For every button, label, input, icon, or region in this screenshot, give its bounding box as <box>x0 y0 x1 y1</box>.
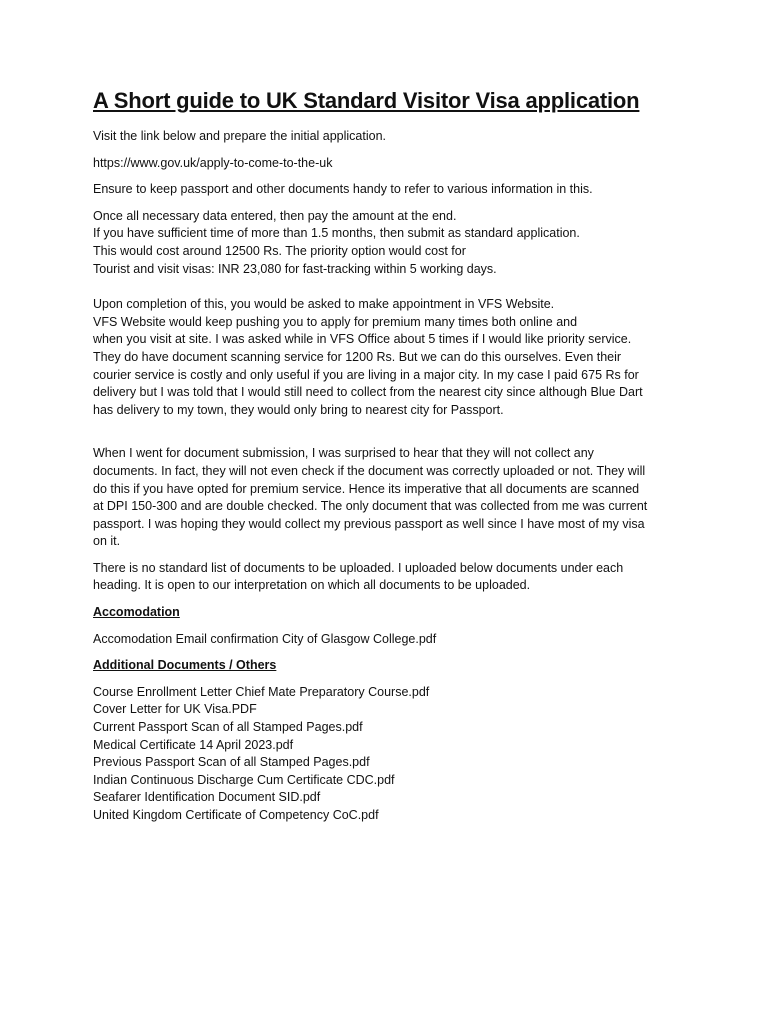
documents-note-paragraph <box>93 560 682 595</box>
vfs-line: when you visit at site. I was asked while in VFS Office about 5 times if I would like priority service. <box>93 332 632 347</box>
submission-line: do this if you have opted for premium service. Hence its imperative that all documents are scanned <box>93 481 640 496</box>
accommodation-file-list <box>93 631 682 649</box>
document-title: A Short guide to UK Standard Visitor Visa application <box>93 88 640 113</box>
vfs-line: Upon completion of this, you would be asked to make appointment in VFS Website. <box>93 297 555 312</box>
vfs-paragraph <box>93 296 682 419</box>
submission-paragraph <box>93 445 682 551</box>
submission-line: on it. <box>93 534 121 549</box>
file-item: Course Enrollment Letter Chief Mate Preparatory Course.pdf <box>93 684 430 699</box>
file-item: United Kingdom Certificate of Competency CoC.pdf <box>93 808 379 822</box>
intro-instruction: Visit the link below and prepare the initial application. <box>93 129 387 143</box>
file-item: Indian Continuous Discharge Cum Certificate CDC.pdf <box>93 772 395 787</box>
file-item: Previous Passport Scan of all Stamped Pages.pdf <box>93 755 370 770</box>
vfs-line: VFS Website would keep pushing you to apply for premium many times both online and <box>93 314 578 329</box>
additional-file-list <box>93 684 682 825</box>
vfs-line: They do have document scanning service for 1200 Rs. But we can do this ourselves. Even their <box>93 349 622 364</box>
file-item: Seafarer Identification Document SID.pdf <box>93 790 321 805</box>
file-item: Medical Certificate 14 April 2023.pdf <box>93 737 294 752</box>
documents-note-line: There is no standard list of documents to be uploaded. I uploaded below documents under each <box>93 560 624 575</box>
submission-line: documents. In fact, they will not even check if the document was correctly uploaded or not. They will <box>93 463 646 478</box>
application-url: https://www.gov.uk/apply-to-come-to-the-uk <box>93 155 333 170</box>
submission-line: When I went for document submission, I was surprised to hear that they will not collect any <box>93 446 594 461</box>
vfs-line: courier service is costly and only useful if you are living in a major city. In my case I paid 675 Rs for <box>93 367 639 382</box>
documents-note-line: heading. It is open to our interpretation on which all documents to be uploaded. <box>93 578 531 593</box>
payment-paragraph <box>93 208 682 278</box>
additional-documents-heading: Additional Documents / Others <box>93 658 277 673</box>
payment-line: If you have sufficient time of more than 1.5 months, then submit as standard application. <box>93 226 580 241</box>
payment-line: Tourist and visit visas: INR 23,080 for fast-tracking within 5 working days. <box>93 261 497 276</box>
submission-line: passport. I was hoping they would collect my previous passport as well since I have most of my visa <box>93 516 645 531</box>
file-item: Accomodation Email confirmation City of Glasgow College.pdf <box>93 631 437 646</box>
accommodation-heading: Accomodation <box>93 605 180 620</box>
payment-line: Once all necessary data entered, then pay the amount at the end. <box>93 208 457 223</box>
keep-documents-note: Ensure to keep passport and other documents handy to refer to various information in this. <box>93 182 593 197</box>
file-item: Current Passport Scan of all Stamped Pages.pdf <box>93 720 363 735</box>
submission-line: at DPI 150-300 and are double checked. The only document that was collected from me was current <box>93 499 648 514</box>
payment-line: This would cost around 12500 Rs. The priority option would cost for <box>93 243 466 258</box>
vfs-line: delivery but I was told that I would still need to collect from the nearest city since although Blue Dart <box>93 385 643 400</box>
file-item: Cover Letter for UK Visa.PDF <box>93 702 257 717</box>
vfs-line: has delivery to my town, they would only bring to nearest city for Passport. <box>93 402 504 417</box>
